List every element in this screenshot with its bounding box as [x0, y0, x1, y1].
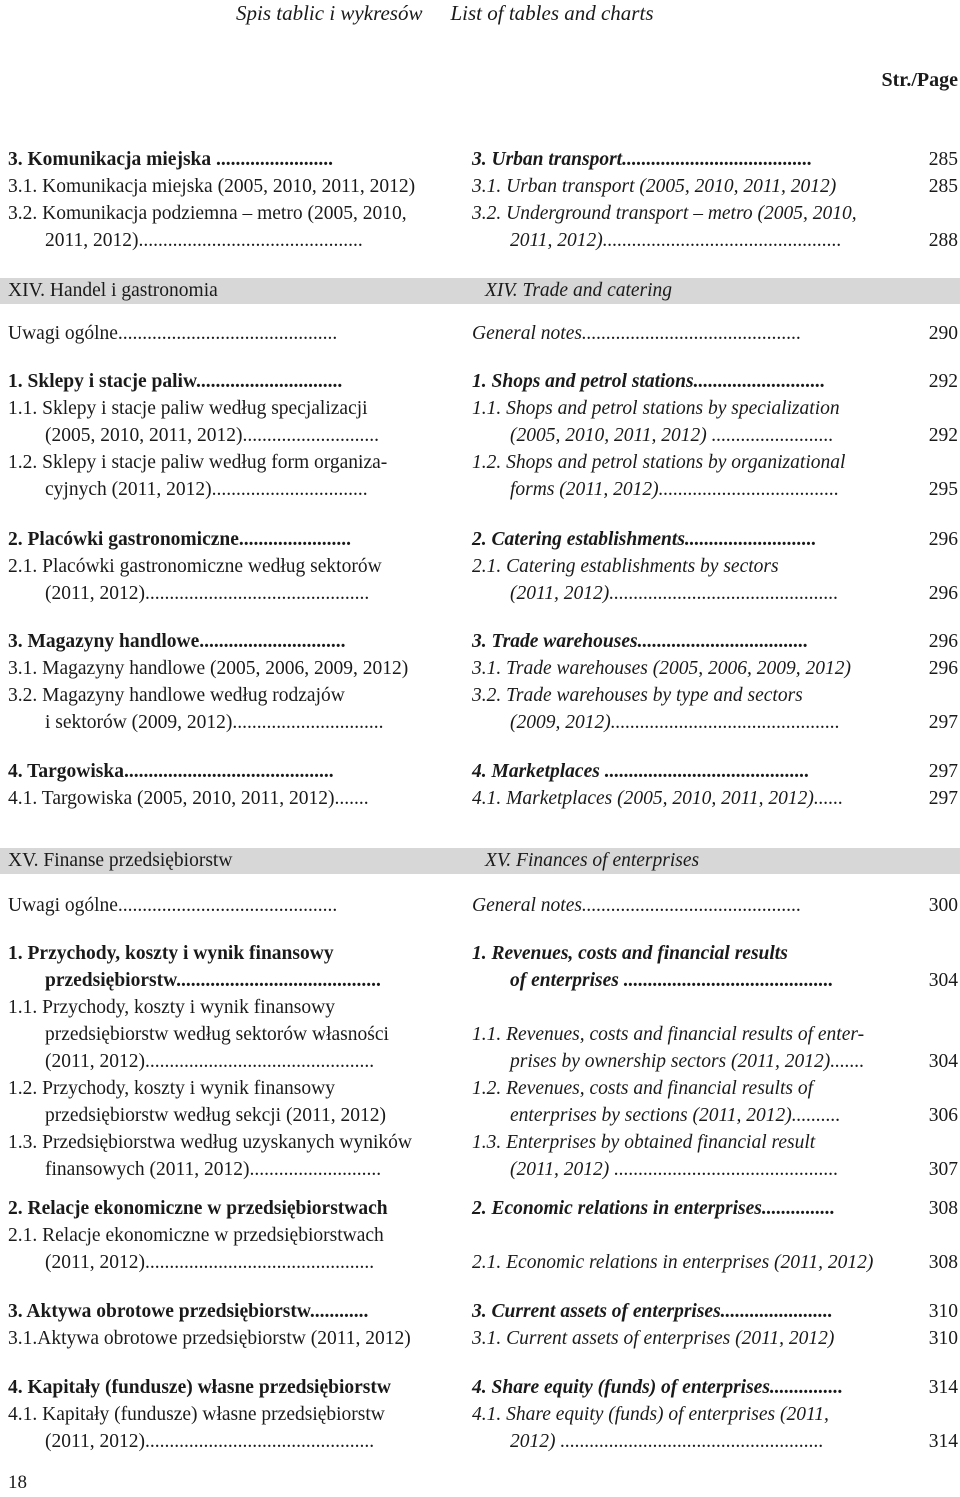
toc-entry-en: enterprises by sections (2011, 2012).......... [510, 1105, 841, 1126]
toc-entry-en: General notes............................................. [472, 895, 802, 916]
toc-entry-pl: 4. Targowiska........................................... [8, 761, 334, 782]
toc-entry-pl: i sektorów (2009, 2012)............................... [45, 712, 384, 733]
page-number: 310 [928, 1328, 958, 1349]
toc-entry-pl: Uwagi ogólne............................................. [8, 323, 338, 344]
page-number: 308 [928, 1198, 958, 1219]
toc-entry-pl: 2.1. Placówki gastronomiczne według sektorów [8, 556, 382, 577]
page-number: 306 [928, 1105, 958, 1126]
toc-entry-en: of enterprises ........................................... [510, 970, 834, 991]
toc-entry-pl: Uwagi ogólne............................................. [8, 895, 338, 916]
toc-entry-en: 1. Shops and petrol stations........................... [472, 371, 826, 392]
section-heading-pl: XV. Finanse przedsiębiorstw [8, 850, 233, 871]
toc-entry-pl: 2. Placówki gastronomiczne....................... [8, 529, 352, 550]
toc-entry-pl: przedsiębiorstw według sekcji (2011, 2012) [45, 1105, 386, 1126]
toc-entry-en: General notes............................................. [472, 323, 802, 344]
page-number: 288 [928, 230, 958, 251]
toc-entry-pl: (2011, 2012)............................................... [45, 1051, 375, 1072]
toc-entry-pl: 4.1. Targowiska (2005, 2010, 2011, 2012)....... [8, 788, 369, 809]
toc-entry-en: 4.1. Marketplaces (2005, 2010, 2011, 2012)...... [472, 788, 844, 809]
page-number: 297 [928, 788, 958, 809]
running-header [236, 0, 654, 26]
page-column-label: Str./Page [881, 69, 958, 91]
toc-entry-pl: przedsiębiorstw według sektorów własności [45, 1024, 389, 1045]
toc-entry-en: 3. Trade warehouses................................... [472, 631, 809, 652]
page-number: 297 [928, 712, 958, 733]
page-number: 285 [928, 176, 958, 197]
page-number: 304 [928, 970, 958, 991]
toc-entry-pl: 3.1. Magazyny handlowe (2005, 2006, 2009, 2012) [8, 658, 409, 679]
toc-entry-en: 2012) ...................................................... [510, 1431, 824, 1452]
page-number: 304 [928, 1051, 958, 1072]
toc-entry-pl: 3.1.Aktywa obrotowe przedsiębiorstw (2011, 2012) [8, 1328, 411, 1349]
toc-entry-pl: (2011, 2012).............................................. [45, 583, 370, 604]
page-number: 310 [928, 1301, 958, 1322]
toc-entry-pl: 3. Magazyny handlowe.............................. [8, 631, 346, 652]
header-title-pl: Spis tablic i wykresów [236, 1, 423, 25]
toc-entry-pl: finansowych (2011, 2012)........................... [45, 1159, 382, 1180]
header-title-en: List of tables and charts [450, 1, 654, 25]
toc-entry-en: 3.1. Urban transport (2005, 2010, 2011, 2012) [472, 176, 837, 197]
page-number: 295 [928, 479, 958, 500]
page-number: 296 [928, 529, 958, 550]
toc-entry-en: 1.2. Revenues, costs and financial results of [472, 1078, 814, 1099]
toc-entry-en: 3.1. Trade warehouses (2005, 2006, 2009, 2012) [472, 658, 851, 679]
section-heading-pl: XIV. Handel i gastronomia [8, 280, 218, 301]
toc-entry-en: 2.1. Catering establishments by sectors [472, 556, 779, 577]
page-number: 285 [928, 149, 958, 170]
page-number: 314 [928, 1377, 958, 1398]
toc-entry-en: 1.3. Enterprises by obtained financial result [472, 1132, 816, 1153]
toc-entry-pl: 1. Sklepy i stacje paliw.............................. [8, 371, 343, 392]
toc-entry-pl: 3.1. Komunikacja miejska (2005, 2010, 2011, 2012) [8, 176, 416, 197]
toc-entry-pl: (2011, 2012)............................................... [45, 1431, 375, 1452]
section-heading-en: XV. Finances of enterprises [485, 850, 700, 871]
toc-entry-pl: 3.2. Magazyny handlowe według rodzajów [8, 685, 345, 706]
toc-entry-en: (2009, 2012)............................................... [510, 712, 840, 733]
toc-entry-pl: 1.1. Sklepy i stacje paliw według specjalizacji [8, 398, 368, 419]
toc-entry-pl: 1.3. Przedsiębiorstwa według uzyskanych wyników [8, 1132, 413, 1153]
toc-entry-en: prises by ownership sectors (2011, 2012)....... [510, 1051, 865, 1072]
toc-entry-en: (2011, 2012) .............................................. [510, 1159, 839, 1180]
toc-entry-en: 3. Current assets of enterprises....................... [472, 1301, 833, 1322]
folio-number: 18 [8, 1472, 27, 1493]
toc-entry-pl: 3.2. Komunikacja podziemna – metro (2005, 2010, [8, 203, 407, 224]
toc-entry-pl: 1. Przychody, koszty i wynik finansowy [8, 943, 334, 964]
toc-entry-pl: (2011, 2012)............................................... [45, 1252, 375, 1273]
page-number: 297 [928, 761, 958, 782]
toc-entry-en: forms (2011, 2012)..................................... [510, 479, 839, 500]
toc-entry-pl: 1.2. Przychody, koszty i wynik finansowy [8, 1078, 335, 1099]
toc-entry-en: 2011, 2012)................................................. [510, 230, 842, 251]
toc-entry-en: (2005, 2010, 2011, 2012) ......................... [510, 425, 834, 446]
toc-entry-pl: 3. Komunikacja miejska ........................ [8, 149, 334, 170]
toc-entry-pl: 2.1. Relacje ekonomiczne w przedsiębiorstwach [8, 1225, 384, 1246]
toc-entry-en: 1. Revenues, costs and financial results [472, 943, 788, 964]
toc-entry-pl: przedsiębiorstw.......................................... [45, 970, 381, 991]
toc-entry-pl: 4.1. Kapitały (fundusze) własne przedsiębiorstw [8, 1404, 385, 1425]
page-number: 296 [928, 583, 958, 604]
toc-entry-en: 4. Share equity (funds) of enterprises............... [472, 1377, 844, 1398]
page-number: 290 [928, 323, 958, 344]
toc-entry-en: 2. Catering establishments........................... [472, 529, 817, 550]
toc-entry-en: 3.2. Trade warehouses by type and sectors [472, 685, 803, 706]
page-number: 296 [928, 631, 958, 652]
toc-entry-en: 1.1. Revenues, costs and financial results of enter- [472, 1024, 865, 1045]
page-number: 308 [928, 1252, 958, 1273]
toc-entry-pl: 1.1. Przychody, koszty i wynik finansowy [8, 997, 335, 1018]
toc-entry-en: 3.2. Underground transport – metro (2005, 2010, [472, 203, 857, 224]
toc-entry-en: 2. Economic relations in enterprises............... [472, 1198, 835, 1219]
toc-entry-pl: 2. Relacje ekonomiczne w przedsiębiorstwach [8, 1198, 388, 1219]
toc-entry-en: 1.2. Shops and petrol stations by organizational [472, 452, 846, 473]
toc-entry-pl: 2011, 2012).............................................. [45, 230, 363, 251]
toc-entry-en: 3. Urban transport....................................... [472, 149, 813, 170]
page-number: 296 [928, 658, 958, 679]
page-number: 300 [928, 895, 958, 916]
toc-entry-en: 1.1. Shops and petrol stations by specialization [472, 398, 840, 419]
toc-entry-pl: 4. Kapitały (fundusze) własne przedsiębiorstw [8, 1377, 391, 1398]
toc-entry-pl: cyjnych (2011, 2012)................................ [45, 479, 368, 500]
toc-entry-pl: (2005, 2010, 2011, 2012)............................ [45, 425, 380, 446]
toc-entry-en: 3.1. Current assets of enterprises (2011, 2012) [472, 1328, 835, 1349]
page-number: 292 [928, 371, 958, 392]
page-number: 292 [928, 425, 958, 446]
toc-entry-en: 4. Marketplaces .......................................... [472, 761, 810, 782]
section-heading-en: XIV. Trade and catering [485, 280, 673, 301]
toc-entry-pl: 1.2. Sklepy i stacje paliw według form organiza- [8, 452, 388, 473]
toc-entry-pl: 3. Aktywa obrotowe przedsiębiorstw............ [8, 1301, 369, 1322]
toc-entry-en: (2011, 2012)............................................... [510, 583, 839, 604]
toc-entry-en: 4.1. Share equity (funds) of enterprises (2011, [472, 1404, 829, 1425]
page-number: 307 [928, 1159, 958, 1180]
page-number: 314 [928, 1431, 958, 1452]
toc-entry-en: 2.1. Economic relations in enterprises (2011, 2012) [472, 1252, 874, 1273]
